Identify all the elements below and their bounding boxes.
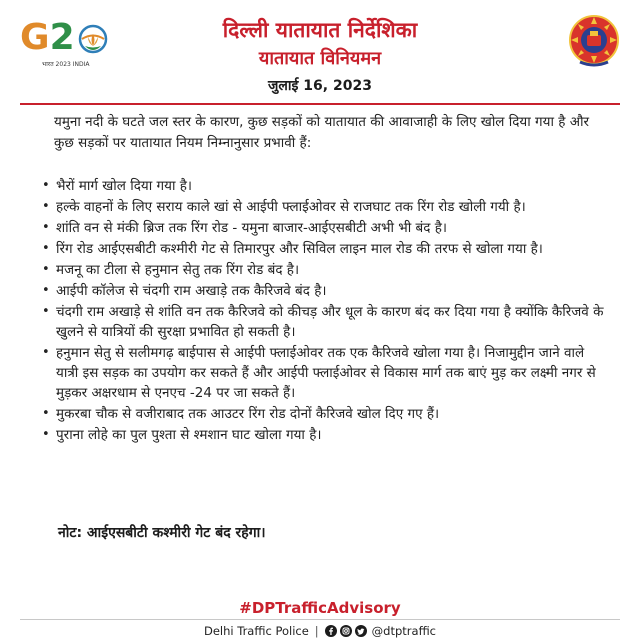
list-item-text: शांति वन से मंकी ब्रिज तक रिंग रोड - यमुना बाजार-आईएसबीटी अभी भी बंद है। bbox=[56, 220, 447, 236]
instagram-icon[interactable] bbox=[340, 625, 352, 637]
footer bbox=[0, 622, 640, 640]
bullet-icon: • bbox=[42, 262, 50, 277]
footer-social-handle[interactable]: @dtptraffic bbox=[371, 624, 437, 638]
list-item bbox=[40, 239, 606, 259]
list-item-text: मुकरबा चौक से वजीराबाद तक आउटर रिंग रोड दोनों कैरिजवे खोल दिए गए हैं। bbox=[56, 406, 440, 422]
g20-letter-g: G bbox=[20, 17, 50, 58]
twitter-icon[interactable] bbox=[355, 625, 367, 637]
g20-tagline: भारत 2023 INDIA bbox=[42, 61, 90, 68]
footer-divider bbox=[20, 619, 620, 620]
bullet-icon: • bbox=[42, 220, 50, 235]
g20-letters bbox=[20, 18, 75, 58]
list-item-text: मजनू का टीला से हनुमान सेतु तक रिंग रोड बंद है। bbox=[56, 262, 300, 278]
bullet-icon: • bbox=[42, 283, 50, 298]
list-item-text: रिंग रोड आईएसबीटी कश्मीरी गेट से तिमारपुर और सिविल लाइन माल रोड की तरफ से खोला गया है। bbox=[56, 241, 543, 257]
header-divider bbox=[20, 103, 620, 105]
g20-digit-two: 2 bbox=[49, 17, 75, 58]
list-item bbox=[40, 302, 606, 342]
list-item-text: हल्के वाहनों के लिए सराय काले खां से आईपी फ्लाईओवर से राजघाट तक रिंग रोड खोली गयी है। bbox=[56, 199, 526, 215]
list-item-text: पुराना लोहे का पुल पुश्ता से श्मशान घाट खोला गया है। bbox=[56, 427, 322, 443]
list-item bbox=[40, 197, 606, 217]
list-item-text: हनुमान सेतु से सलीमगढ़ बाईपास से आईपी फ्लाईओवर तक एक कैरिजवे खोला गया है। निजामुद्दीन जाने वाले यात्री इस सड़क का उपयोग कर सकते हैं और आईपी फ्लाईओवर से विकास मार्ग तक बाएं मुड़ कर लक्ष्मी नगर से मुड़कर अक्षरधाम से एनएच -24 पर जा सकते हैं। bbox=[56, 345, 596, 401]
list-item-text: भैरों मार्ग खोल दिया गया है। bbox=[56, 178, 193, 194]
bullet-icon: • bbox=[42, 406, 50, 421]
bullet-icon: • bbox=[42, 241, 50, 256]
page-subtitle: यातायात विनियमन bbox=[258, 48, 382, 69]
list-item bbox=[40, 425, 606, 445]
bullet-icon: • bbox=[42, 427, 50, 442]
closure-note: नोट: आईएसबीटी कश्मीरी गेट बंद रहेगा। bbox=[58, 525, 266, 541]
list-item-text: आईपी कॉलेज से चंदगी राम अखाड़े तक कैरिजवे बंद है। bbox=[56, 283, 327, 299]
list-item bbox=[40, 343, 606, 403]
list-item bbox=[40, 281, 606, 301]
advisory-list bbox=[40, 176, 606, 446]
bullet-icon: • bbox=[42, 178, 50, 193]
footer-separator: | bbox=[314, 624, 319, 638]
delhi-police-emblem-icon bbox=[568, 14, 620, 70]
advisory-date: जुलाई 16, 2023 bbox=[268, 78, 372, 94]
list-item bbox=[40, 218, 606, 238]
facebook-icon[interactable] bbox=[325, 625, 337, 637]
hashtag-link[interactable]: #DPTrafficAdvisory bbox=[239, 599, 401, 617]
intro-paragraph: यमुना नदी के घटते जल स्तर के कारण, कुछ सड़कों को यातायात की आवाजाही के लिए खोल दिया गया है और कुछ सड़कों पर यातायात नियम निम्नानुसार प्रभावी हैं: bbox=[54, 114, 590, 151]
list-item bbox=[40, 176, 606, 196]
bullet-icon: • bbox=[42, 345, 50, 360]
page-title: दिल्ली यातायात निर्देशिका bbox=[222, 18, 418, 42]
list-item bbox=[40, 404, 606, 424]
footer-org-name: Delhi Traffic Police bbox=[203, 624, 309, 638]
bullet-icon: • bbox=[42, 304, 50, 319]
g20-logo bbox=[20, 18, 112, 70]
g20-globe-lotus-icon bbox=[76, 24, 110, 58]
list-item-text: चंदगी राम अखाड़े से शांति वन तक कैरिजवे को कीचड़ और धूल के कारण बंद कर दिया गया है क्योंकि कैरिजवे के खुलने से यात्रियों की सुरक्षा प्रभावित हो सकती है। bbox=[56, 304, 604, 340]
list-item bbox=[40, 260, 606, 280]
bullet-icon: • bbox=[42, 199, 50, 214]
